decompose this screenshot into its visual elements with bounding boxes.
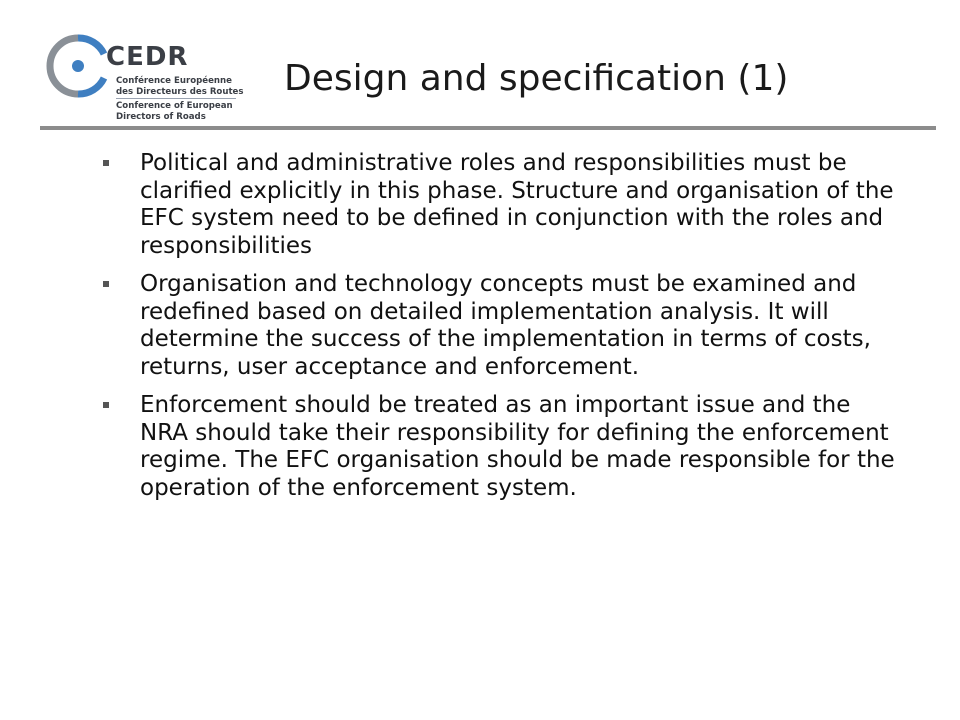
bullet-list [100, 150, 900, 513]
logo-line-1: Conférence Européenne [116, 76, 232, 86]
bullet-text: Organisation and technology concepts must be examined and redefined based on detailed implementation analysis. It will determine the success of the implementation in terms of costs, returns, user acceptance and enforcement. [140, 271, 871, 380]
bullet-item [100, 271, 900, 381]
cedr-logo [38, 32, 244, 122]
bullet-text: Political and administrative roles and responsibilities must be clarified explicitly in this phase. Structure and organisation of the EFC system need to be defined in conjunction with the roles and responsibilities [140, 150, 894, 259]
title-divider [40, 126, 936, 130]
square-bullet-icon [103, 160, 109, 166]
square-bullet-icon [103, 402, 109, 408]
logo-line-2: des Directeurs des Routes [116, 87, 244, 97]
logo-line-4: Directors of Roads [116, 112, 206, 122]
bullet-item [100, 392, 900, 502]
logo-separator [116, 98, 236, 99]
logo-line-3: Conference of European [116, 101, 233, 111]
bullet-item [100, 150, 900, 260]
logo-wordmark: CEDR [106, 42, 189, 72]
square-bullet-icon [103, 281, 109, 287]
bullet-text: Enforcement should be treated as an important issue and the NRA should take their responsibility for defining the enforcement regime. The EFC organisation should be made responsible for the operation of the enforcement system. [140, 392, 895, 501]
slide-title: Design and specification (1) [284, 58, 789, 99]
